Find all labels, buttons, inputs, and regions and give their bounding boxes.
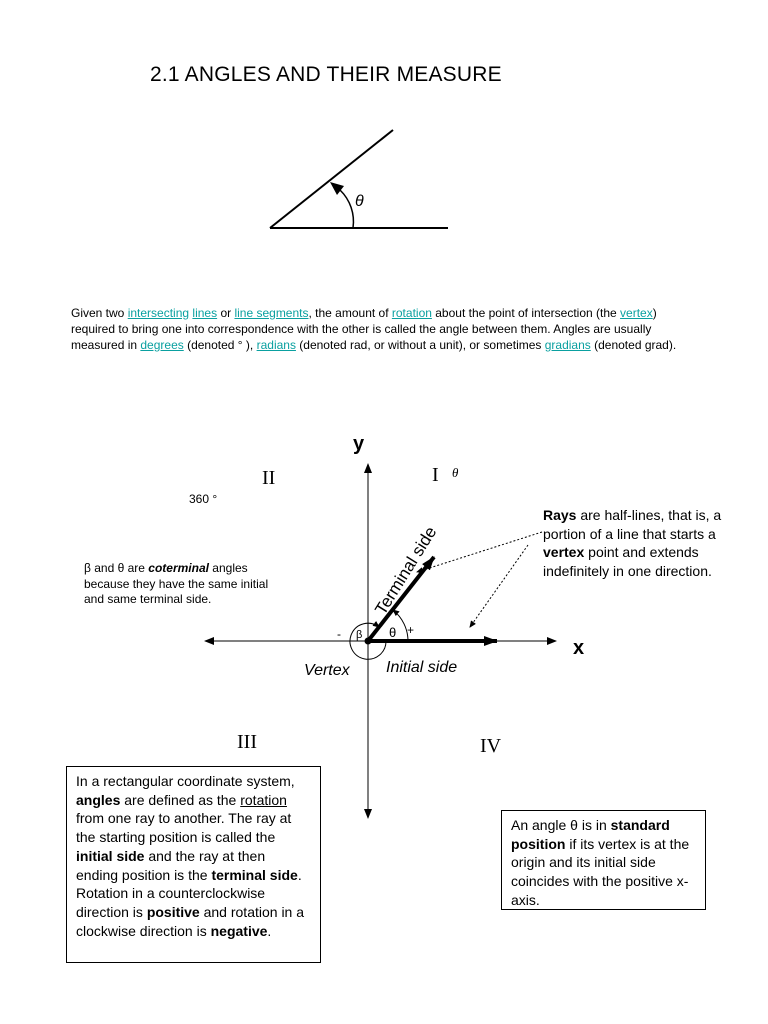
box1-text: are defined as the: [120, 791, 241, 808]
intro-text: about the point of intersection (the: [431, 306, 621, 320]
rays-text: point and extends indefinitely in one direction.: [543, 544, 712, 580]
link-vertex[interactable]: vertex: [620, 306, 653, 320]
positive-sign: +: [407, 623, 415, 637]
coterminal-text: β and θ are: [84, 561, 149, 575]
beta-label: β: [356, 629, 363, 641]
y-axis-label: y: [353, 433, 365, 455]
x-axis-label: x: [573, 637, 585, 659]
quadrant-iv-label: IV: [480, 735, 502, 757]
intro-text: (denoted grad).: [590, 338, 677, 352]
box2-text: An angle θ is in: [511, 817, 611, 833]
rays-pointer-initial: [470, 545, 528, 627]
box1-bold-initial-side: initial side: [76, 847, 145, 864]
coterminal-note: [84, 561, 274, 608]
link-degrees[interactable]: degrees: [140, 338, 184, 352]
theta-label: θ: [389, 625, 397, 640]
quadrant-i-label: I: [432, 464, 439, 486]
degree-360-label: 360 °: [189, 492, 218, 506]
quadrant-i-theta: θ: [452, 465, 459, 480]
rays-text: are half-lines, that is, a portion of a line that starts a: [543, 507, 722, 542]
page-title: 2.1 ANGLES AND THEIR MEASURE: [150, 63, 502, 86]
vertex-term: vertex: [543, 544, 585, 561]
box1-bold-angles: angles: [76, 791, 121, 808]
vertex-label: Vertex: [304, 662, 350, 679]
box1-text: . Rotation in a counterclockwise direction is: [76, 866, 302, 920]
quadrant-iii-label: III: [237, 731, 257, 753]
intro-text: (denoted ° ),: [183, 338, 257, 352]
angle-definition-box: [66, 766, 321, 963]
intro-text: ) required to bring one into correspondence with the other is called the angle between them. Angles are usually measured in: [71, 306, 657, 352]
box1-bold-negative: negative: [210, 922, 268, 939]
box1-text: and the ray at then ending position is the: [76, 847, 266, 883]
rays-term: Rays: [543, 507, 577, 523]
terminal-side-label: Terminal side: [371, 523, 441, 619]
box2-text: if its vertex is at the origin and its initial side coincides with the positive x-axis.: [511, 835, 690, 908]
coterminal-text: angles because they have the same initial and same terminal side.: [84, 561, 269, 606]
intro-text: (denoted rad, or without a unit), or sometimes: [295, 338, 545, 352]
link-lines[interactable]: lines: [192, 306, 218, 320]
quadrant-ii-label: II: [262, 467, 276, 489]
box1-text: and rotation in a clockwise direction is: [76, 903, 305, 939]
negative-sign: -: [337, 627, 341, 641]
standard-position-box: [501, 810, 706, 910]
link-gradians[interactable]: gradians: [544, 338, 591, 352]
intro-text: , the amount of: [308, 306, 392, 320]
vertex-point: [365, 638, 372, 645]
link-radians[interactable]: radians: [256, 338, 296, 352]
box1-bold-positive: positive: [146, 903, 200, 920]
link-line-segments[interactable]: line segments: [234, 306, 309, 320]
figure-theta-label: θ: [355, 193, 364, 210]
box1-bold-terminal-side: terminal side: [211, 866, 298, 883]
link-intersecting[interactable]: intersecting: [127, 306, 190, 320]
coterminal-term: coterminal: [148, 561, 209, 575]
intro-text: or: [217, 306, 235, 320]
box1-text: In a rectangular coordinate system,: [76, 773, 295, 789]
box2-bold-standard-position: standard position: [511, 817, 670, 852]
box1-text: .: [267, 922, 272, 939]
link-rotation[interactable]: rotation: [391, 306, 432, 320]
intro-text: Given two: [71, 306, 128, 320]
initial-side-label: Initial side: [386, 659, 458, 676]
box1-underline-rotation: rotation: [240, 791, 287, 808]
box1-text: from one ray to another. The ray at the starting position is called the: [76, 810, 292, 846]
rays-definition: [543, 506, 743, 581]
